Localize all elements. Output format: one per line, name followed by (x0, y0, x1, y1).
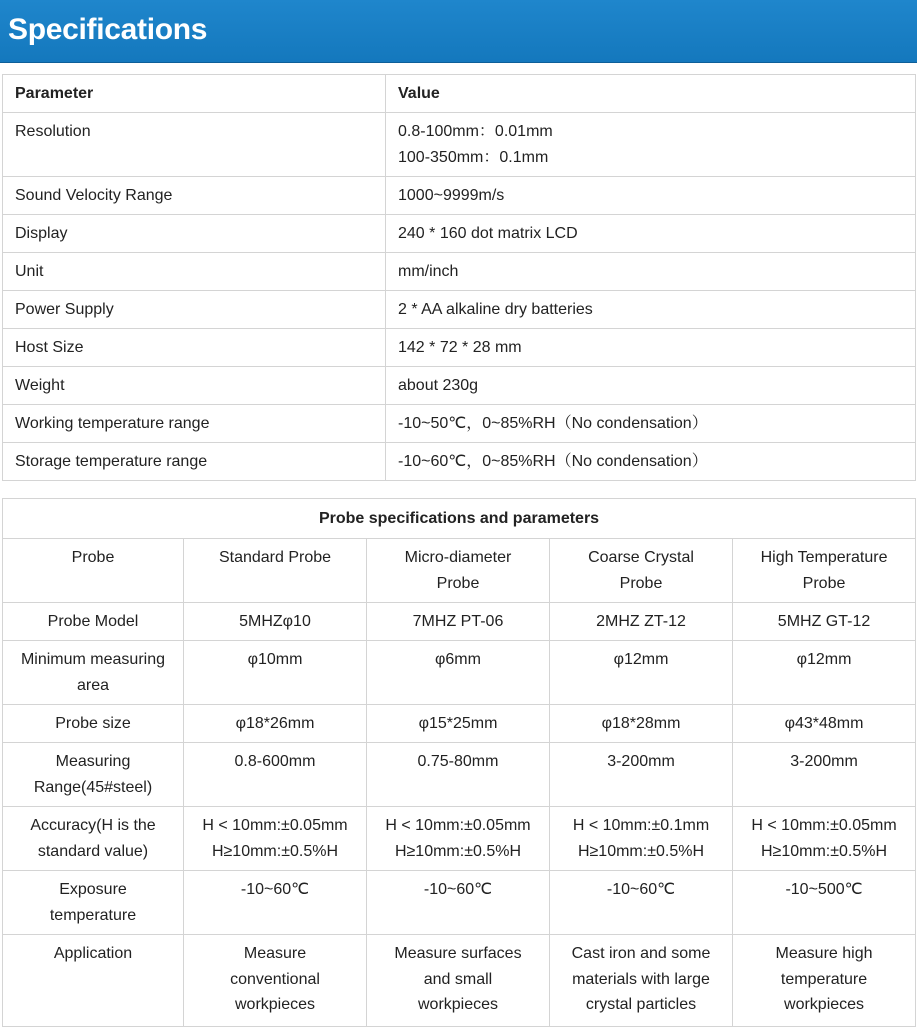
parameter-cell: Resolution (3, 113, 386, 177)
cell-text-line: Accuracy(H is the (30, 817, 156, 834)
parameter-cell: Power Supply (3, 291, 386, 329)
cell-text-line: Exposure (59, 881, 127, 898)
cell-text-line: temperature (49, 906, 137, 924)
table-row (3, 603, 916, 641)
cell-text-line: Measure (243, 945, 307, 962)
table-row (3, 705, 916, 743)
cell-text-line: φ15*25mm (418, 715, 498, 732)
probe-value-cell (184, 743, 367, 807)
cell-text-line: 0.8-600mm (234, 753, 316, 770)
row-label-cell (3, 743, 184, 807)
cell-text-line: H≥10mm:±0.5%H (761, 842, 888, 860)
table-row (3, 215, 916, 253)
cell-text-line: 7MHZ PT-06 (412, 613, 504, 630)
value-cell (386, 215, 916, 253)
cell-text-line: φ10mm (247, 651, 303, 668)
cell-text-line: 100-350mm：0.1mm (398, 148, 549, 166)
cell-text-line: 3-200mm (607, 753, 675, 770)
probe-value-cell (733, 743, 916, 807)
cell-text-line: 1000~9999m/s (398, 187, 505, 204)
probe-value-cell (550, 807, 733, 871)
table-row (3, 871, 916, 935)
cell-text-line: Measure surfaces (394, 945, 522, 962)
cell-text-line: H≥10mm:±0.5%H (211, 842, 339, 860)
probe-value-cell (367, 539, 550, 603)
cell-text-line: Application (53, 945, 133, 962)
row-label-cell (3, 603, 184, 641)
cell-text-line: Coarse Crystal (588, 549, 694, 566)
probe-value-cell (367, 871, 550, 935)
probe-value-cell (550, 641, 733, 705)
row-label-cell (3, 539, 184, 603)
table-row (3, 743, 916, 807)
probe-value-cell (733, 935, 916, 1027)
value-cell (386, 291, 916, 329)
cell-text-line: H < 10mm:±0.05mm (751, 817, 897, 834)
probe-value-cell (733, 641, 916, 705)
cell-text-line: Minimum measuring (20, 651, 166, 668)
probe-value-cell (367, 705, 550, 743)
parameter-cell: Storage temperature range (3, 443, 386, 481)
probe-value-cell (367, 807, 550, 871)
cell-text-line: H < 10mm:±0.1mm (572, 817, 710, 834)
parameter-cell: Unit (3, 253, 386, 291)
table-row (3, 253, 916, 291)
parameter-cell: Weight (3, 367, 386, 405)
probe-value-cell (550, 871, 733, 935)
parameter-cell: Working temperature range (3, 405, 386, 443)
probe-value-cell (367, 603, 550, 641)
parameter-cell: Sound Velocity Range (3, 177, 386, 215)
cell-text-line: H≥10mm:±0.5%H (577, 842, 705, 860)
cell-text-line: Probe (802, 574, 846, 592)
value-cell (386, 177, 916, 215)
cell-text-line: 5MHZφ10 (239, 613, 311, 630)
cell-text-line: -10~60℃ (606, 881, 676, 898)
cell-text-line: mm/inch (398, 263, 459, 280)
cell-text-line: -10~60℃，0~85%RH（No condensation） (398, 453, 708, 470)
value-cell (386, 367, 916, 405)
specifications-banner (0, 0, 917, 63)
table-row (3, 807, 916, 871)
cell-text-line: High Temperature (760, 549, 888, 566)
table-row (3, 405, 916, 443)
table-row (3, 443, 916, 481)
cell-text-line: 0.75-80mm (417, 753, 499, 770)
cell-text-line: H < 10mm:±0.05mm (385, 817, 531, 834)
probe-table-title-row (3, 499, 916, 539)
cell-text-line: Probe size (55, 715, 131, 732)
cell-text-line: about 230g (398, 377, 479, 394)
cell-text-line: H < 10mm:±0.05mm (202, 817, 348, 834)
cell-text-line: materials with large (572, 970, 710, 988)
probe-value-cell (184, 641, 367, 705)
cell-text-line: 2MHZ ZT-12 (596, 613, 686, 630)
probe-value-cell (733, 603, 916, 641)
cell-text-line: conventional (230, 970, 320, 988)
parameter-cell: Host Size (3, 329, 386, 367)
probe-value-cell (184, 539, 367, 603)
column-header: Value (386, 75, 916, 113)
cell-text-line: Cast iron and some (571, 945, 711, 962)
probe-value-cell (184, 705, 367, 743)
cell-text-line: crystal particles (585, 996, 697, 1013)
value-cell (386, 443, 916, 481)
cell-text-line: Probe (71, 549, 115, 566)
probe-value-cell (550, 935, 733, 1027)
probe-value-cell (733, 705, 916, 743)
row-label-cell (3, 871, 184, 935)
parameter-cell: Display (3, 215, 386, 253)
probe-value-cell (367, 743, 550, 807)
specifications-table (2, 74, 916, 481)
row-label-cell (3, 705, 184, 743)
cell-text-line: H≥10mm:±0.5%H (394, 842, 522, 860)
cell-text-line: φ6mm (435, 651, 481, 668)
cell-text-line: workpieces (417, 996, 499, 1013)
table-row (3, 539, 916, 603)
cell-text-line: -10~60℃ (423, 881, 493, 898)
column-header: Parameter (3, 75, 386, 113)
cell-text-line: Standard Probe (218, 549, 332, 566)
probe-value-cell (733, 807, 916, 871)
cell-text-line: Measure high (775, 945, 873, 962)
cell-text-line: Probe (436, 574, 480, 592)
probe-value-cell (550, 743, 733, 807)
cell-text-line: workpieces (784, 996, 865, 1013)
cell-text-line: -10~500℃ (785, 881, 863, 898)
cell-text-line: and small (423, 970, 493, 988)
cell-text-line: φ18*28mm (601, 715, 681, 732)
probe-value-cell (733, 539, 916, 603)
cell-text-line: Range(45#steel) (33, 778, 153, 796)
probe-value-cell (550, 539, 733, 603)
cell-text-line: 240 * 160 dot matrix LCD (398, 225, 578, 242)
cell-text-line: standard value) (37, 842, 149, 860)
row-label-cell (3, 641, 184, 705)
probe-specifications-table (2, 498, 916, 1027)
table-row (3, 177, 916, 215)
probe-value-cell (733, 871, 916, 935)
table-row (3, 367, 916, 405)
value-cell (386, 253, 916, 291)
table-row (3, 329, 916, 367)
row-label-cell (3, 807, 184, 871)
cell-text-line: Probe (619, 574, 663, 592)
value-cell (386, 329, 916, 367)
cell-text-line: temperature (780, 970, 868, 988)
table-row (3, 641, 916, 705)
cell-text-line: -10~60℃ (240, 881, 310, 898)
table-header-row (3, 75, 916, 113)
cell-text-line: φ12mm (613, 651, 669, 668)
cell-text-line: 2 * AA alkaline dry batteries (398, 301, 593, 318)
table-row (3, 113, 916, 177)
probe-value-cell (184, 807, 367, 871)
cell-text-line: -10~50℃，0~85%RH（No condensation） (398, 415, 708, 432)
probe-value-cell (184, 603, 367, 641)
cell-text-line: φ18*26mm (235, 715, 315, 732)
cell-text-line: φ43*48mm (784, 715, 864, 732)
cell-text-line: Micro-diameter (404, 549, 512, 566)
probe-table-title: Probe specifications and parameters (3, 499, 916, 539)
value-cell (386, 113, 916, 177)
probe-value-cell (184, 871, 367, 935)
cell-text-line: Measuring (55, 753, 131, 770)
probe-value-cell (367, 641, 550, 705)
cell-text-line: area (76, 676, 110, 694)
page-title: Specifications (8, 13, 208, 46)
cell-text-line: 142 * 72 * 28 mm (398, 339, 522, 356)
probe-value-cell (550, 705, 733, 743)
probe-value-cell (367, 935, 550, 1027)
cell-text-line: Probe Model (47, 613, 139, 630)
cell-text-line: 5MHZ GT-12 (777, 613, 871, 630)
table-row (3, 291, 916, 329)
value-cell (386, 405, 916, 443)
cell-text-line: 0.8-100mm：0.01mm (398, 123, 553, 140)
cell-text-line: 3-200mm (790, 753, 858, 770)
probe-value-cell (184, 935, 367, 1027)
probe-value-cell (550, 603, 733, 641)
table-row (3, 935, 916, 1027)
cell-text-line: φ12mm (796, 651, 852, 668)
cell-text-line: workpieces (234, 996, 316, 1013)
row-label-cell (3, 935, 184, 1027)
